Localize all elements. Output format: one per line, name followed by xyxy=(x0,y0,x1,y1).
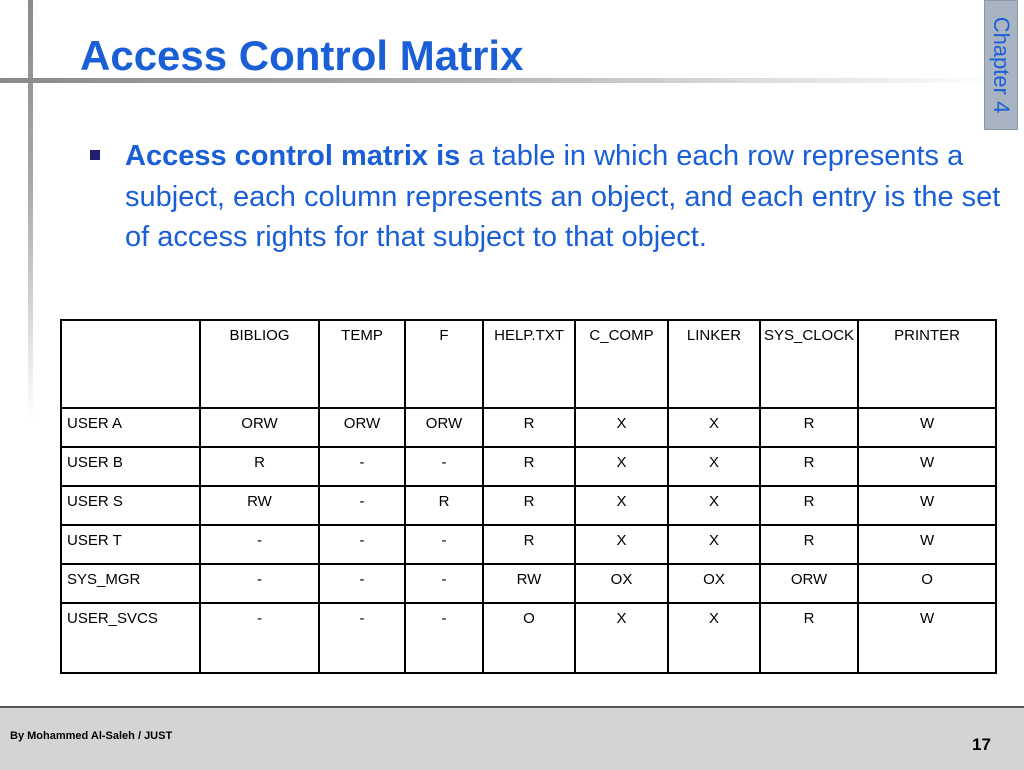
table-row xyxy=(61,564,996,603)
row-subject: USER B xyxy=(61,447,200,486)
row-subject: USER_SVCS xyxy=(61,603,200,673)
table-row xyxy=(61,408,996,447)
slide-title: Access Control Matrix xyxy=(80,32,524,79)
table-cell: - xyxy=(319,525,405,564)
table-cell: X xyxy=(668,408,760,447)
table-cell: RW xyxy=(483,564,575,603)
table-cell: X xyxy=(575,603,668,673)
table-cell: X xyxy=(668,486,760,525)
table-cell: RW xyxy=(200,486,319,525)
table-cell: W xyxy=(858,486,996,525)
table-row xyxy=(61,525,996,564)
table-cell: - xyxy=(319,603,405,673)
table-cell: ORW xyxy=(319,408,405,447)
table-cell: R xyxy=(200,447,319,486)
table-cell: - xyxy=(405,603,483,673)
table-row xyxy=(61,486,996,525)
table-cell: - xyxy=(405,525,483,564)
table-cell: X xyxy=(575,525,668,564)
table-cell: - xyxy=(200,564,319,603)
table-cell: R xyxy=(483,486,575,525)
table-cell: R xyxy=(760,447,858,486)
table-cell: R xyxy=(483,408,575,447)
table-cell: X xyxy=(668,447,760,486)
table-cell: - xyxy=(405,447,483,486)
table-row xyxy=(61,447,996,486)
table-cell: R xyxy=(405,486,483,525)
table-cell: ORW xyxy=(760,564,858,603)
table-cell: R xyxy=(483,447,575,486)
table-cell: X xyxy=(668,525,760,564)
table-cell: W xyxy=(858,408,996,447)
table-corner-cell xyxy=(61,320,200,408)
table-cell: - xyxy=(319,564,405,603)
definition-text: a table in which each row represents a subject, each column represents an object, and each entry is the set of access rights for that subject to that object. xyxy=(125,140,1001,253)
row-subject: USER T xyxy=(61,525,200,564)
table-cell: R xyxy=(760,486,858,525)
table-cell: W xyxy=(858,447,996,486)
table-cell: R xyxy=(760,408,858,447)
chapter-tab xyxy=(984,0,1018,130)
table-cell: OX xyxy=(575,564,668,603)
table-cell: O xyxy=(858,564,996,603)
table-cell: R xyxy=(760,525,858,564)
page-number: 17 xyxy=(972,735,991,754)
table-cell: - xyxy=(200,603,319,673)
chapter-tab-label: Chapter 4 xyxy=(989,16,1014,114)
column-header: BIBLIOG xyxy=(200,320,319,408)
table-cell: ORW xyxy=(405,408,483,447)
table-row xyxy=(61,603,996,673)
table-cell: X xyxy=(575,486,668,525)
table-cell: O xyxy=(483,603,575,673)
table-cell: X xyxy=(575,408,668,447)
column-header: TEMP xyxy=(319,320,405,408)
table-cell: OX xyxy=(668,564,760,603)
column-header: PRINTER xyxy=(858,320,996,408)
footer-author: By Mohammed Al-Saleh / JUST xyxy=(10,730,173,742)
column-header: LINKER xyxy=(668,320,760,408)
column-header: F xyxy=(405,320,483,408)
table-cell: - xyxy=(319,486,405,525)
row-subject: SYS_MGR xyxy=(61,564,200,603)
table-cell: R xyxy=(483,525,575,564)
frame-vertical-line xyxy=(28,0,33,420)
table-header-row xyxy=(61,320,996,408)
table-cell: W xyxy=(858,603,996,673)
table-cell: ORW xyxy=(200,408,319,447)
table-cell: - xyxy=(200,525,319,564)
table-cell: W xyxy=(858,525,996,564)
square-bullet-icon xyxy=(90,150,100,160)
table-cell: - xyxy=(405,564,483,603)
table-cell: X xyxy=(668,603,760,673)
column-header: SYS_CLOCK xyxy=(760,320,858,408)
definition-term: Access control matrix is xyxy=(125,140,461,172)
row-subject: USER A xyxy=(61,408,200,447)
access-control-matrix-table xyxy=(60,319,997,674)
table-cell: X xyxy=(575,447,668,486)
table-cell: - xyxy=(319,447,405,486)
column-header: HELP.TXT xyxy=(483,320,575,408)
definition-paragraph xyxy=(125,136,1005,258)
row-subject: USER S xyxy=(61,486,200,525)
table-cell: R xyxy=(760,603,858,673)
column-header: C_COMP xyxy=(575,320,668,408)
